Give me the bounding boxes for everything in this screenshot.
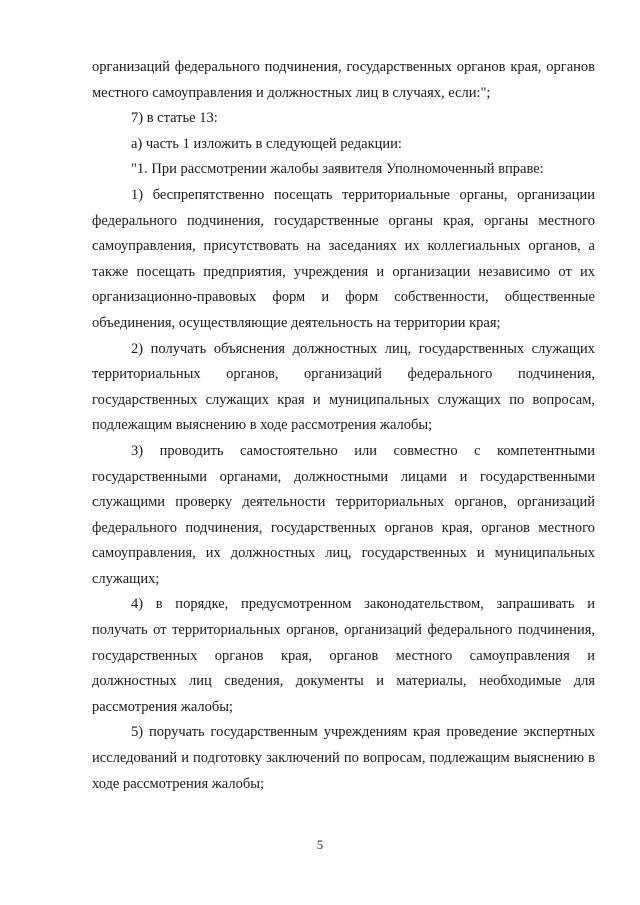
paragraph-article-13: 7) в статье 13: — [131, 110, 218, 127]
paragraph-continuation: организаций федерального подчинения, государственных органов края, органов местного самоуправления и должностных лиц в случаях, если:"; — [92, 59, 595, 101]
paragraph-item-4: 4) в порядке, предусмотренном законодательством, запрашивать и получать от территориальных органов, организаций федерального подчинения, государственных органов края, органов местного самоуправления и должностных лиц сведения, документы и материалы, необходимые для рассмотрения жалобы; — [92, 596, 595, 715]
page-number: 5 — [316, 837, 324, 852]
document-body — [92, 55, 595, 797]
paragraph-item-2: 2) получать объяснения должностных лиц, государственных служащих территориальных органов, организаций федерального подчинения, государственных служащих края и муниципальных служащих по вопросам, подлежащим выяснению в ходе рассмотрения жалобы; — [92, 340, 595, 434]
paragraph-item-3: 3) проводить самостоятельно или совместно с компетентными государственными органами, должностными лицами и государственными служащими проверку деятельности территориальных органов, организаций федерального подчинения, государственных органов края, органов местного самоуправления, их должностных лиц, государственных и муниципальных служащих; — [92, 442, 595, 587]
paragraph-ombudsman-rights: "1. При рассмотрении жалобы заявителя Уполномоченный вправе: — [131, 161, 544, 178]
paragraph-item-1: 1) беспрепятственно посещать территориальные органы, организации федерального подчинения, государственные органы края, органы местного самоуправления, присутствовать на заседаниях их коллегиальных органов, а также посещать предприятия, учреждения и организации независимо от их организационно-правовых форм и форм собственности, общественные объединения, осуществляющие деятельность на территории края; — [92, 186, 595, 331]
paragraph-item-5: 5) поручать государственным учреждениям края проведение экспертных исследований и подготовку заключений по вопросам, подлежащим выяснению в ходе рассмотрения жалобы; — [92, 724, 595, 792]
paragraph-part-1: а) часть 1 изложить в следующей редакции: — [131, 135, 402, 152]
